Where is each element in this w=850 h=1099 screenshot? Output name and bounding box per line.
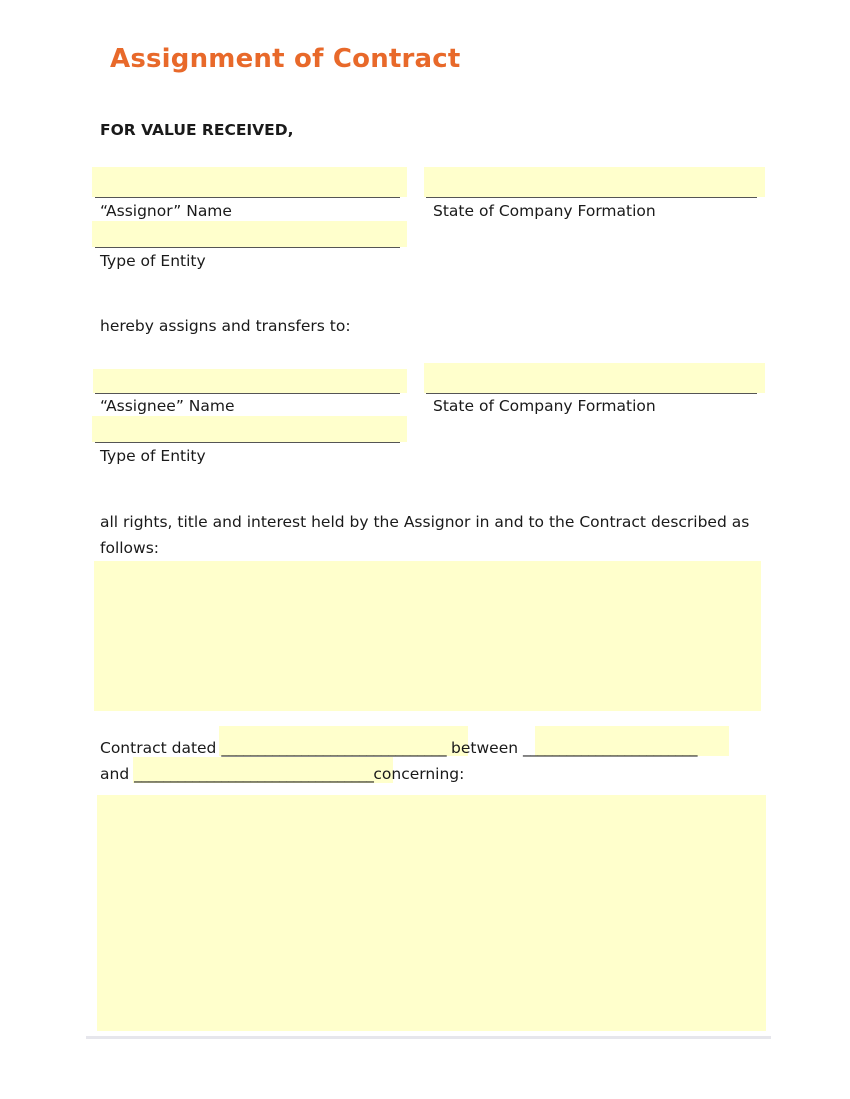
- assignee-name-label: “Assignee” Name: [100, 397, 235, 415]
- intro-text: FOR VALUE RECEIVED,: [100, 121, 294, 139]
- assignor-name-field[interactable]: [92, 167, 407, 197]
- assignee-state-field[interactable]: [424, 363, 765, 393]
- rights-text-line2: follows:: [100, 539, 160, 557]
- rights-text-line1: all rights, title and interest held by the Assignor in and to the Contract described as: [100, 513, 750, 531]
- page-bottom-divider: [86, 1036, 771, 1039]
- assignor-type-label: Type of Entity: [100, 252, 206, 270]
- and-blank: _________________________________: [134, 765, 374, 783]
- transfer-text: hereby assigns and transfers to:: [100, 317, 351, 335]
- assignee-state-label: State of Company Formation: [433, 397, 656, 415]
- document-title: Assignment of Contract: [110, 44, 461, 74]
- concerning-label: concerning:: [373, 765, 465, 783]
- contract-dated-blank: _______________________________: [221, 739, 447, 757]
- assignee-type-label: Type of Entity: [100, 447, 206, 465]
- assignee-type-field[interactable]: [92, 416, 407, 442]
- assignor-state-label: State of Company Formation: [433, 202, 656, 220]
- assignee-name-field[interactable]: [93, 369, 407, 393]
- and-label: and: [100, 765, 130, 783]
- contract-dated-line: [100, 735, 697, 761]
- concerning-field[interactable]: [97, 795, 766, 1031]
- contract-description-field[interactable]: [94, 561, 761, 711]
- assignor-state-field[interactable]: [424, 167, 765, 197]
- between-blank: ________________________: [523, 739, 697, 757]
- between-label: between: [451, 739, 519, 757]
- assignor-type-field[interactable]: [92, 221, 407, 247]
- contract-and-line: [100, 761, 464, 787]
- assignor-name-label: “Assignor” Name: [100, 202, 232, 220]
- contract-dated-label: Contract dated: [100, 739, 217, 757]
